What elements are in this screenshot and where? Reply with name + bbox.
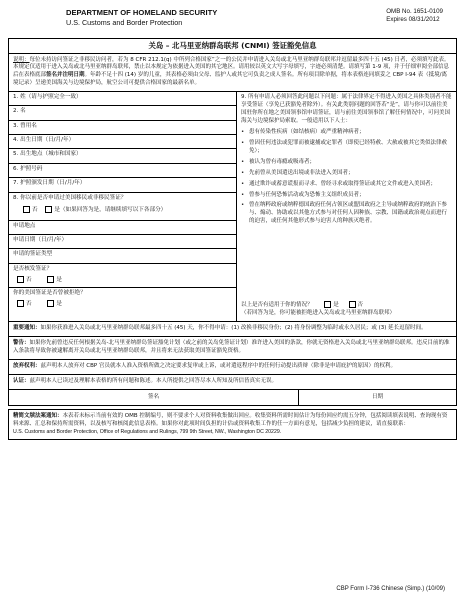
waiver-notice xyxy=(8,360,457,375)
signature-field[interactable] xyxy=(9,390,299,405)
signature-row xyxy=(8,390,457,406)
field-passport-issue-date[interactable] xyxy=(9,178,236,192)
q9-no-checkbox[interactable] xyxy=(349,301,356,308)
field-label: 8. 你以前是否申请过美国移民或非移民签证？ xyxy=(13,194,127,201)
visa-issued-yes-checkbox[interactable] xyxy=(47,276,54,283)
prior-visa-yes-checkbox[interactable] xyxy=(45,206,52,213)
field-former-name[interactable] xyxy=(9,121,236,135)
paperwork-text: 本表若未标示当前有效的 OMB 控制编号，则不要求个人对资料收集做出回应。收集资料所需时间估计为每份回应约需五分钟，包括阅读填表说明、查询现有资料来源、汇总和保持所需资料，以及核写和核阅此信息表格。如果你对此项时间负担的计估或资料收集工作的任一方面有意见，包括减少负担的建议，请直接联系： xyxy=(13,412,448,427)
warning-notice xyxy=(8,337,457,360)
option-label: 是 xyxy=(56,276,62,283)
field-label: 5. 出生地点（城市和国家） xyxy=(13,151,82,158)
q9-yes-checkbox[interactable] xyxy=(324,301,331,308)
signature-label: 签名 xyxy=(147,393,160,400)
q9-item: • 患有传染性疾病（如结核病）或严重精神病者； xyxy=(241,129,452,137)
instructions-label: 说明： xyxy=(13,56,30,63)
field-birth-place[interactable] xyxy=(9,149,236,163)
form-title: 关岛 – 北马里亚纳群岛联邦 (CNMI) 签证豁免信息 xyxy=(8,38,457,54)
instructions-bold: 签名并注明日期 xyxy=(46,72,85,79)
agency-name: U.S. Customs and Border Protection xyxy=(66,17,183,27)
instructions-text-2: 。年龄不足十四 (14) 岁的儿童，其表格必须由父母、监护人或其它可负责之成人签名。所有项目除单据，将本表格连同填妥之 CBP I-94 表（抵境/离境记录）呈递美国海关与边境保护局，航空公司可提供合格国家的最新名单。 xyxy=(13,72,447,87)
option-label: 否 xyxy=(357,301,364,308)
questions-grid xyxy=(8,92,457,322)
field-apply-date[interactable] xyxy=(9,235,236,249)
q9-item-text: 患有传染性疾病（如结核病）或严重精神病者； xyxy=(249,128,365,135)
omb-number: OMB No. 1651-0109 xyxy=(386,8,443,15)
field-label: 是否核发签证？ xyxy=(13,265,53,272)
form-page xyxy=(8,6,457,594)
field-label: 4. 出生日期（日/月/年） xyxy=(13,136,75,143)
q9-item-text: 被认为曾有毒瘾或吸毒者； xyxy=(249,158,316,165)
left-column xyxy=(9,92,237,321)
option-label: 是 xyxy=(56,300,62,307)
option-label: 否 xyxy=(26,276,32,283)
notice-label: 重要通知： xyxy=(13,324,41,331)
field-apply-place[interactable] xyxy=(9,221,236,235)
instructions xyxy=(8,54,457,92)
certification-label: 认证： xyxy=(13,377,30,384)
field-prior-visa xyxy=(9,193,236,221)
field-last-name[interactable] xyxy=(9,92,236,106)
option-label: 否 xyxy=(32,206,38,213)
important-notice xyxy=(8,322,457,337)
certification-notice xyxy=(8,375,457,390)
option-label: 否 xyxy=(26,300,32,307)
waiver-label: 放弃权利： xyxy=(13,362,41,369)
q9-answer xyxy=(241,301,452,318)
q9-item-text: 先前曾从美国遣送出境或非法进入美国者； xyxy=(249,169,354,176)
q9-answer-note: （若回答为是，你可能被拒绝进入关岛或北马里亚纳群岛联邦） xyxy=(241,309,396,316)
paperwork-address: U.S. Customs and Border Protection, Office of Regulations and Rulings, 799 9th Street, NW., Washington DC 20229. xyxy=(13,428,282,435)
instructions-text: 每位未持访问签证之非移民访问者，若为 8 CFR 212.1(q) 中所列合格国家”之一的公民并申请进入关岛或北马里亚纳群岛联邦并逗留最多四十五 (45) 日者，必须填写此表。本规定仅适用于进入关岛或北马里亚纳群岛联邦，禁止以本规定为依据进入美国的其它地区。请用较以英文大写字母填写，字迹必须清楚。请填写第 1-9 项，并于仔细审阅全部信息后在表格底部 xyxy=(13,56,450,79)
field-birth-date[interactable] xyxy=(9,135,236,149)
date-field[interactable] xyxy=(299,390,456,405)
field-label: 申请地点 xyxy=(13,222,36,229)
q9-item: • 曾在纳粹政府或纳粹德国政府任何占领区或盟国政府之主导或纳粹政府的统治下参与、煽动、协助或以其他方式参与对任何人因种族、宗教、国籍或政治观点而进行的迫害，或任何其他形式参与迫害人的种族灭绝者。 xyxy=(241,202,452,226)
prior-visa-no-checkbox[interactable] xyxy=(23,206,30,213)
expiry-date: Expires 08/31/2012 xyxy=(386,16,440,24)
notice-text: 如果你获准进入关岛或北马里亚纳群岛联邦最多四十五 (45) 天，你不得申请：(1) 改换非移民身份；(2) 将身份调整为临时或永久居民；或 (3) 延长逗留时间。 xyxy=(40,324,427,331)
q9-item-text: 曾参与任何恐怖活动或为恐怖主义组织成员者； xyxy=(249,191,365,198)
warning-text: 如果你先前曾违反任何根据关岛-北马里亚纳群岛签证豁免计划（或之前的关岛免签证计划）准许进入美国的条款，你就无资格进入关岛或北马里亚纳群岛联邦。违反目前的准入条款将导致你被逮解离开关岛或北马里亚纳群岛联邦，并且将来无法获取美国签证豁免资格。 xyxy=(13,339,450,354)
field-label: 1. 姓（请与护照完全一致） xyxy=(13,93,82,100)
visa-refused-yes-checkbox[interactable] xyxy=(47,300,54,307)
field-label: 7. 护照颁发日期（日/月/年） xyxy=(13,180,86,187)
field-label: 申请日期（日/月/年） xyxy=(13,236,68,243)
option-label: 是（如果回答为是，请继续填写以下各部分） xyxy=(54,206,167,213)
q9-item: • 曾因任何违法或犯罪而被逮捕或定罪者（即使已经特赦、大赦或被其它类似法律赦免）； xyxy=(241,140,452,156)
form-number: CBP Form I-736 Chinese (Simp.) (10/09) xyxy=(336,586,445,593)
field-label: 申请的签证类型 xyxy=(13,251,53,258)
department-name: DEPARTMENT OF HOMELAND SECURITY xyxy=(66,8,218,17)
q9-answer-question: 以上是否有适用于你的情况？ xyxy=(241,301,313,308)
field-visa-issued xyxy=(9,264,236,288)
q9-item: • 先前曾从美国遣送出境或非法进入美国者； xyxy=(241,170,452,178)
date-label: 日期 xyxy=(371,393,384,400)
field-first-name[interactable] xyxy=(9,106,236,120)
field-label: 6. 护照号码 xyxy=(13,165,43,172)
field-passport-number[interactable] xyxy=(9,164,236,178)
field-label: 你的美国签证是否曾被拒绝？ xyxy=(13,289,86,296)
paperwork-notice xyxy=(8,409,457,440)
waiver-text: 兹声明本人放弃对 CBP 官员就本人准入资格所做之决定要求复审或上诉，或对遣返程序中的任何行动提出质辩（除非是申请庇护的原因）的权利。 xyxy=(40,362,396,369)
q9-item-text: 曾因任何违法或犯罪而被逮捕或定罪者（即使已经特赦、大赦或被其它类似法律赦免）； xyxy=(249,139,448,154)
right-column xyxy=(237,92,456,321)
warning-label: 警告： xyxy=(13,339,30,346)
q9-item-text: 通过欺诈或蓄意谎报而寻求、曾经寻求或取得签证或其它文件或进入美国者； xyxy=(249,180,437,187)
option-label: 是 xyxy=(333,301,339,308)
certification-text: 兹声明本人已读过及理解本表格的所有问题和陈述。本人所提供之回答尽本人所知及所信皆真实无误。 xyxy=(29,377,278,384)
agency-block xyxy=(66,8,266,27)
q9-item: • 曾参与任何恐怖活动或为恐怖主义组织成员者； xyxy=(241,192,452,200)
paperwork-label: 精简文牍法案通知： xyxy=(13,412,63,419)
field-visa-type[interactable] xyxy=(9,249,236,263)
q9-item: • 通过欺诈或蓄意谎报而寻求、曾经寻求或取得签证或其它文件或进入美国者； xyxy=(241,181,452,189)
visa-refused-no-checkbox[interactable] xyxy=(17,300,24,307)
field-visa-refused xyxy=(9,288,236,318)
omb-block xyxy=(386,8,443,25)
q9-item-text: 曾在纳粹政府或纳粹德国政府任何占领区或盟国政府之主导或纳粹政府的统治下参与、煽动、协助或以其他方式参与对任何人因种族、宗教、国籍或政治观点而进行的迫害，或任何其他形式参与迫害人的种族灭绝者。 xyxy=(249,202,448,225)
field-label: 3. 曾用名 xyxy=(13,122,37,129)
form-header xyxy=(8,6,457,36)
q9-intro: 9. 所有申请人必须回答此问题以下问题：属于法律界定不得进入美国之具体类别者不能享受签证（享免已获豁免者除外）。有关此类别问题的回答若“是”，请与你可以前往美国驻你所在地之美国领事馆申请签证，请与前往美国领事馆了解任何情况中，可问美国海关与边境保护局索取。一般适用以下人士： xyxy=(241,93,452,124)
visa-issued-no-checkbox[interactable] xyxy=(17,276,24,283)
field-label: 2. 名 xyxy=(13,108,26,115)
q9-item: • 被认为曾有毒瘾或吸毒者； xyxy=(241,159,452,167)
